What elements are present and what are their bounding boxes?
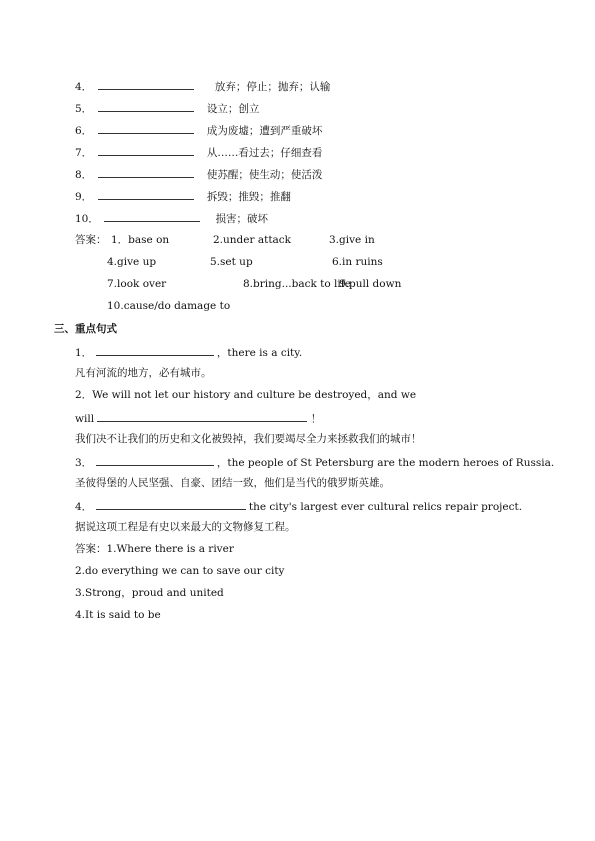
sentence-4-translation: 据说这项工程是有史以来最大的文物修复工程。 bbox=[75, 521, 296, 533]
item-number: 1． bbox=[75, 347, 93, 359]
sentence-1 bbox=[75, 344, 302, 360]
sentence-2-translation: 我们决不让我们的历史和文化被毁掉，我们要竭尽全力来拯救我们的城市！ bbox=[75, 433, 422, 445]
answer-blank[interactable] bbox=[96, 344, 214, 356]
answer-key-3: 3.Strong，proud and united bbox=[75, 587, 224, 599]
answer-9: 9.pull down bbox=[339, 278, 402, 290]
answer-blank[interactable] bbox=[98, 188, 194, 200]
item-meaning: 设立；创立 bbox=[206, 103, 260, 115]
vocab-item-7 bbox=[75, 144, 322, 160]
answer-blank[interactable] bbox=[97, 410, 307, 422]
item-number: 4． bbox=[75, 501, 93, 513]
sentence-text: ，the people of St Petersburg are the modern heroes of Russia. bbox=[216, 457, 555, 469]
item-number: 5． bbox=[75, 103, 93, 115]
sentence-text: ，there is a city. bbox=[216, 347, 303, 359]
answer-8: 8.bring...back to life bbox=[243, 278, 351, 290]
item-number: 4． bbox=[75, 81, 93, 93]
answer-key-row-1 bbox=[75, 233, 375, 247]
vocab-item-9 bbox=[75, 188, 291, 204]
answer-blank[interactable] bbox=[98, 166, 194, 178]
vocab-item-5 bbox=[75, 100, 259, 116]
item-number: 7． bbox=[75, 147, 93, 159]
answer-key-4: 4.It is said to be bbox=[75, 609, 161, 621]
item-meaning: 从……看过去；仔细查看 bbox=[206, 147, 323, 159]
item-number: 10． bbox=[75, 213, 99, 225]
answer-blank[interactable] bbox=[96, 498, 246, 510]
sentence-4 bbox=[75, 498, 522, 514]
answer-key-1: 答案：1.Where there is a river bbox=[75, 543, 234, 555]
answer-label: 答案： bbox=[75, 234, 107, 246]
item-meaning: 损害；破坏 bbox=[215, 213, 269, 225]
answer-4: 4.give up bbox=[107, 256, 157, 268]
item-meaning: 使苏醒；使生动；使活泼 bbox=[206, 169, 323, 181]
item-meaning: 拆毁；推毁；推翻 bbox=[206, 191, 291, 203]
answer-7: 7.look over bbox=[107, 278, 167, 290]
sentence-3 bbox=[75, 454, 554, 470]
vocab-item-10 bbox=[75, 210, 268, 226]
answer-blank[interactable] bbox=[98, 100, 194, 112]
answer-3: 3.give in bbox=[329, 234, 375, 246]
answer-10: 10.cause/do damage to bbox=[107, 300, 231, 312]
item-number: 8． bbox=[75, 169, 93, 181]
vocab-item-4 bbox=[75, 78, 330, 94]
item-meaning: 放弃；停止；抛弃；认输 bbox=[214, 81, 331, 93]
section-heading: 三、重点句式 bbox=[54, 323, 117, 335]
answer-6: 6.in ruins bbox=[332, 256, 383, 268]
answer-blank[interactable] bbox=[98, 122, 194, 134]
item-number: 9． bbox=[75, 191, 93, 203]
answer-blank[interactable] bbox=[98, 78, 194, 90]
answer-blank[interactable] bbox=[98, 144, 194, 156]
answer-blank[interactable] bbox=[104, 210, 200, 222]
answer-key-2: 2.do everything we can to save our city bbox=[75, 565, 285, 577]
answer-key-row-4 bbox=[107, 299, 230, 313]
sentence-text: ！ bbox=[310, 413, 322, 425]
sentence-2-line-2 bbox=[75, 410, 321, 426]
answer-2: 2.under attack bbox=[213, 234, 292, 246]
item-number: 3． bbox=[75, 457, 93, 469]
vocab-item-8 bbox=[75, 166, 322, 182]
sentence-3-translation: 圣彼得堡的人民坚强、自豪、团结一致，他们是当代的俄罗斯英雄。 bbox=[75, 477, 390, 489]
answer-5: 5.set up bbox=[210, 256, 253, 268]
sentence-text: the city's largest ever cultural relics repair project. bbox=[248, 501, 523, 513]
answer-blank[interactable] bbox=[96, 454, 214, 466]
sentence-2-line-1: 2．We will not let our history and culture be destroyed，and we bbox=[75, 389, 417, 401]
sentence-text: will bbox=[75, 413, 95, 425]
item-number: 6． bbox=[75, 125, 93, 137]
item-meaning: 成为废墟；遭到严重破坏 bbox=[206, 125, 323, 137]
answer-1: 1．base on bbox=[111, 234, 170, 246]
vocab-item-6 bbox=[75, 122, 322, 138]
sentence-1-translation: 凡有河流的地方，必有城市。 bbox=[75, 367, 212, 379]
